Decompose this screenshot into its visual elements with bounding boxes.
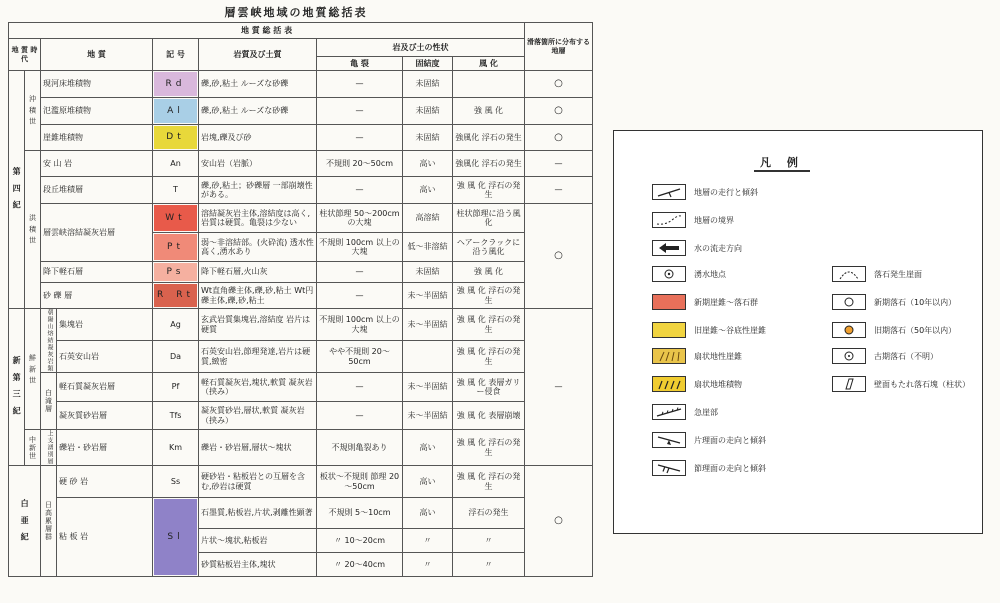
legend-label: 新期崖錐～落石群 — [694, 297, 758, 307]
lithology-text: 溶結凝灰岩主体,溶結度は高く,岩質は硬質。亀裂は少ない — [199, 204, 317, 233]
symbol-text: Pf — [153, 373, 199, 402]
weathering-text: 浮石の発生 — [453, 498, 525, 529]
group-chubetsu: 朝陽山熔結凝灰岩類 — [41, 309, 57, 373]
weathering-text: 柱状節理に沿う風化 — [453, 204, 525, 233]
weathering-text: ヘアークラックに沿う風化 — [453, 233, 525, 262]
weathering-text: 強 風 化 浮石の発生 — [453, 283, 525, 309]
legend-item — [652, 321, 766, 339]
schistosity-icon — [652, 432, 686, 448]
consolidation-text: 未固結 — [403, 98, 453, 125]
hazard-mark: — — [525, 309, 593, 466]
legend-item — [832, 293, 956, 311]
lithology-header: 岩質及び土質 — [199, 39, 317, 71]
legend-item — [832, 375, 970, 393]
legend-label: 水の流走方向 — [694, 243, 742, 253]
lithology-text: 礫岩・砂岩層,層状～塊状 — [199, 430, 317, 466]
weathering-text: 強 風 化 浮石の発生 — [453, 309, 525, 341]
symbol-swatch: Wt — [154, 205, 197, 231]
symbol-cell — [153, 283, 199, 309]
legend-item — [652, 431, 766, 449]
weathering-text: 強 風 化 浮石の発生 — [453, 341, 525, 373]
new-rockfall-icon — [832, 294, 866, 310]
weathering-text: 〃 — [453, 553, 525, 577]
crack-text: 柱状節理 50～200cm の大塊 — [317, 204, 403, 233]
lithology-text: 凝灰質砂岩,層状,軟質 凝灰岩（挟み） — [199, 402, 317, 430]
lithology-text: 石墨質,粘板岩,片状,剥離性顕著 — [199, 498, 317, 529]
formation-name: 軽石質凝灰岩層 — [57, 373, 153, 402]
legend-item — [832, 265, 922, 283]
consolidation-text: 高溶結 — [403, 204, 453, 233]
consolidation-text: 未固結 — [403, 125, 453, 151]
geology-summary-table — [8, 22, 593, 577]
crack-text: やや不規則 20～50cm — [317, 341, 403, 373]
weathering-text — [453, 71, 525, 98]
weathering-text: 〃 — [453, 529, 525, 553]
consolidation-text: 未～半固結 — [403, 373, 453, 402]
crack-text: — — [317, 98, 403, 125]
legend-panel — [613, 130, 983, 534]
lithology-text: 硬砂岩・粘板岩との互層を含む,砂岩は硬質 — [199, 466, 317, 498]
legend-item — [832, 347, 938, 365]
legend-label: 新期落石（10年以内） — [874, 297, 957, 307]
legend-item — [652, 375, 742, 393]
crack-text: 不規則 100cm 以上の大塊 — [317, 309, 403, 341]
symbol-swatch: Al — [154, 99, 197, 123]
symbol-swatch: Dt — [154, 126, 197, 149]
legend-label: 節理面の走向と傾斜 — [694, 463, 766, 473]
lithology-text: 砂質粘板岩主体,塊状 — [199, 553, 317, 577]
lithology-text: Wt直角礫主体,礫,砂,粘土 Wt円礫主体,礫,砂,粘土 — [199, 283, 317, 309]
lithology-text: 岩塊,礫及び砂 — [199, 125, 317, 151]
crack-text: — — [317, 71, 403, 98]
hazard-mark: — — [525, 177, 593, 204]
symbol-cell — [153, 71, 199, 98]
weathering-text: 強 風 化 浮石の発生 — [453, 177, 525, 204]
legend-item — [652, 459, 766, 477]
symbol-header: 記 号 — [153, 39, 199, 71]
crack-text: 板状～不規則 節理 20～50cm — [317, 466, 403, 498]
consolidation-text: 高い — [403, 430, 453, 466]
consolidation-text: 未～半固結 — [403, 283, 453, 309]
formation-name: 砂 礫 層 — [41, 283, 153, 309]
symbol-text: An — [153, 151, 199, 177]
symbol-cell — [153, 233, 199, 262]
symbol-text: Da — [153, 341, 199, 373]
legend-label: 急崖部 — [694, 407, 718, 417]
old-rockfall-icon — [832, 322, 866, 338]
consolidation-text: 未～半固結 — [403, 309, 453, 341]
formation-name: 層雲峡溶結凝灰岩層 — [41, 204, 153, 262]
formation-name: 崖錐堆積物 — [41, 125, 153, 151]
symbol-r: R — [157, 290, 168, 301]
flow-arrow-icon — [652, 240, 686, 256]
rockfall-cliff-icon — [832, 266, 866, 282]
consolidation-text: 高い — [403, 466, 453, 498]
formation-name: 凝灰質砂岩層 — [57, 402, 153, 430]
symbol-text: T — [153, 177, 199, 204]
formation-name: 氾濫原堆積物 — [41, 98, 153, 125]
formation-name: 石英安山岩 — [57, 341, 153, 373]
consolidation-text: 未～半固結 — [403, 402, 453, 430]
ancient-rockfall-icon — [832, 348, 866, 364]
lithology-text: 礫,砂,粘土 ルーズな砂礫 — [199, 71, 317, 98]
strike-dip-icon — [652, 184, 686, 200]
group-shirotaki: 白滝層 — [41, 373, 57, 430]
properties-header: 岩及び土の性状 — [317, 39, 525, 57]
legend-item — [652, 239, 742, 257]
symbol-text: Km — [153, 430, 199, 466]
era-header: 地 質 時 代 — [9, 39, 41, 71]
legend-label: 地層の走行と傾斜 — [694, 187, 758, 197]
consolidation-text: 低～非溶結 — [403, 233, 453, 262]
symbol-cell — [153, 262, 199, 283]
hazard-mark: ○ — [525, 71, 593, 98]
symbol-cell — [153, 204, 199, 233]
joint-icon — [652, 460, 686, 476]
consolidation-text: 高い — [403, 151, 453, 177]
legend-label: 壁面もたれ落石塊（柱状） — [874, 379, 970, 389]
consolidation-text: 高い — [403, 177, 453, 204]
period-quaternary: 第 四 紀 — [9, 71, 25, 309]
weathering-text: 強 風 化 表層ガリー侵食 — [453, 373, 525, 402]
legend-label: 扇状地性崖錐 — [694, 351, 742, 361]
symbol-text: Ss — [153, 466, 199, 498]
weathering-text: 強 風 化 表層崩壊 — [453, 402, 525, 430]
new-talus-swatch — [652, 294, 686, 310]
consolidation-text: 〃 — [403, 529, 453, 553]
legend-label: 旧期落石（50年以内） — [874, 325, 957, 335]
crack-text: — — [317, 283, 403, 309]
symbol-rt: Rt — [176, 290, 194, 301]
crack-text: 〃 10～20cm — [317, 529, 403, 553]
weathering-text: 強 風 化 浮石の発生 — [453, 466, 525, 498]
formation-name: 降下軽石層 — [41, 262, 153, 283]
boundary-icon — [652, 212, 686, 228]
formation-name: 硬 砂 岩 — [57, 466, 153, 498]
fan-talus-swatch — [652, 348, 686, 364]
legend-label: 地層の境界 — [694, 215, 734, 225]
weathering-text: 強 風 化 — [453, 262, 525, 283]
legend-item — [832, 321, 956, 339]
epoch-pliocene: 鮮 新 世 — [25, 309, 41, 430]
formation-name: 安 山 岩 — [41, 151, 153, 177]
symbol-text: Tfs — [153, 402, 199, 430]
symbol-swatch: Ps — [154, 263, 197, 281]
formation-header: 地 質 — [41, 39, 153, 71]
consolidation-text — [403, 341, 453, 373]
symbol-cell — [153, 98, 199, 125]
lithology-text: 礫,砂,粘土；砂礫層 一部崩壊性がある。 — [199, 177, 317, 204]
weathering-header: 風 化 — [453, 57, 525, 71]
period-neogene: 新 第 三 紀 — [9, 309, 25, 466]
symbol-cell — [153, 498, 199, 577]
document-title: 層雲峡地域の地質総括表 — [224, 6, 368, 19]
crack-text: 不規則 20～50cm — [317, 151, 403, 177]
group-hidaka: 日高累層群 — [41, 466, 57, 577]
legend-item — [652, 183, 758, 201]
lithology-text: 安山岩（岩脈） — [199, 151, 317, 177]
formation-name: 礫岩・砂岩層 — [57, 430, 153, 466]
symbol-text: Ag — [153, 309, 199, 341]
hazard-mark: ○ — [525, 204, 593, 309]
lithology-text: 礫,砂,粘土 ルーズな砂礫 — [199, 98, 317, 125]
crack-text: 不規則亀裂あり — [317, 430, 403, 466]
consolidation-text: 〃 — [403, 553, 453, 577]
crack-text: 不規則 5～10cm — [317, 498, 403, 529]
legend-label: 古期落石（不明） — [874, 351, 938, 361]
weathering-text: 強風化 浮石の発生 — [453, 125, 525, 151]
symbol-swatch: Sl — [154, 499, 197, 575]
symbol-cell — [153, 125, 199, 151]
weathering-text: 強 風 化 浮石の発生 — [453, 430, 525, 466]
group-uenoshimo: 上支湧別層 — [41, 430, 57, 466]
period-cretaceous: 白 亜 紀 — [9, 466, 41, 577]
leaning-block-icon — [832, 376, 866, 392]
crack-text: — — [317, 125, 403, 151]
legend-label: 湧水地点 — [694, 269, 726, 279]
symbol-swatch — [154, 284, 197, 307]
epoch-diluvium: 洪 積 世 — [25, 151, 41, 309]
legend-item — [652, 347, 742, 365]
lithology-text: 弱～非溶結部。(火砕流) 透水性高く,湧水あり — [199, 233, 317, 262]
formation-name: 段丘堆積層 — [41, 177, 153, 204]
legend-item — [652, 403, 718, 421]
crack-text: — — [317, 262, 403, 283]
legend-item — [652, 265, 726, 283]
crack-text: 〃 20～40cm — [317, 553, 403, 577]
legend-title: 凡 例 — [754, 154, 810, 172]
consolidation-text: 未固結 — [403, 262, 453, 283]
weathering-text: 強風化 浮石の発生 — [453, 151, 525, 177]
epoch-miocene: 中新世 — [25, 430, 41, 466]
legend-label: 扇状地堆積物 — [694, 379, 742, 389]
old-talus-swatch — [652, 322, 686, 338]
hazard-mark: ○ — [525, 98, 593, 125]
lithology-text: 石英安山岩,節理発達,岩片は硬質,緻密 — [199, 341, 317, 373]
hazard-mark: ○ — [525, 466, 593, 577]
fan-deposit-swatch — [652, 376, 686, 392]
lithology-text: 軽石質凝灰岩,塊状,軟質 凝灰岩（挟み） — [199, 373, 317, 402]
lithology-text: 玄武岩質集塊岩,溶結度 岩片は硬質 — [199, 309, 317, 341]
crack-text: — — [317, 402, 403, 430]
legend-label: 落石発生崖面 — [874, 269, 922, 279]
formation-name: 現河床堆積物 — [41, 71, 153, 98]
crack-text: 不規則 100cm 以上の大塊 — [317, 233, 403, 262]
lithology-text: 降下軽石層,火山灰 — [199, 262, 317, 283]
hazard-header: 滑落箇所に分布する地層 — [525, 23, 593, 71]
crack-text: — — [317, 177, 403, 204]
formation-name: 集塊岩 — [57, 309, 153, 341]
hazard-mark: — — [525, 151, 593, 177]
symbol-swatch: Rd — [154, 72, 197, 96]
hazard-mark: ○ — [525, 125, 593, 151]
legend-item — [652, 293, 758, 311]
legend-label: 旧崖錐～谷底性崖錐 — [694, 325, 766, 335]
legend-item — [652, 211, 734, 229]
epoch-alluvium: 沖 積 世 — [25, 71, 41, 151]
consolidation-text: 高い — [403, 498, 453, 529]
symbol-swatch: Pt — [154, 234, 197, 260]
legend-label: 片理面の走向と傾斜 — [694, 435, 766, 445]
steep-cliff-icon — [652, 404, 686, 420]
spring-icon — [652, 266, 686, 282]
crack-text: — — [317, 373, 403, 402]
table-title: 地 質 総 括 表 — [9, 23, 525, 39]
weathering-text: 強 風 化 — [453, 98, 525, 125]
lithology-text: 片状～塊状,粘板岩 — [199, 529, 317, 553]
consolidation-header: 固結度 — [403, 57, 453, 71]
consolidation-text: 未固結 — [403, 71, 453, 98]
crack-header: 亀 裂 — [317, 57, 403, 71]
formation-name: 粘 板 岩 — [57, 498, 153, 577]
